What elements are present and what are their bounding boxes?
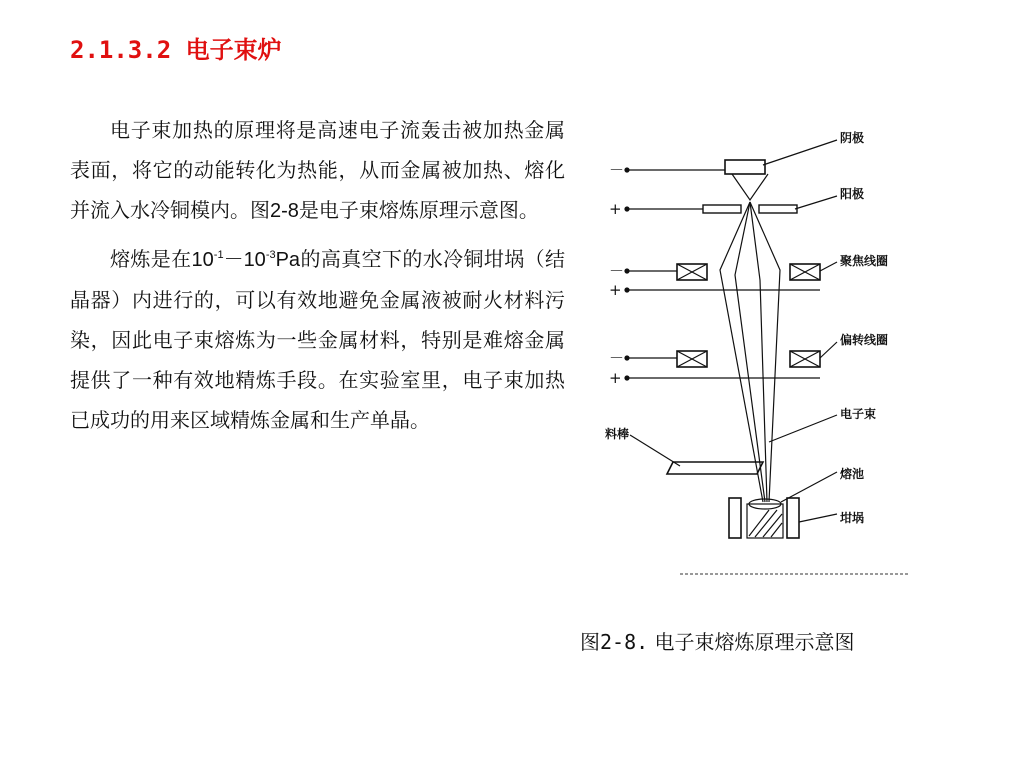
label-anode: 阳极	[840, 187, 865, 201]
pressure-low-base: 10	[191, 249, 214, 271]
label-electron-beam: 电子束	[840, 407, 877, 421]
beam-emission-cone	[732, 174, 768, 200]
anode-plus-sign: +	[609, 200, 622, 218]
label-deflection-coil: 偏转线圈	[840, 333, 889, 347]
anode-plate-right	[759, 205, 797, 213]
terminal-dot	[625, 356, 629, 360]
crucible-wall-right	[787, 498, 799, 538]
pressure-high-base: 10	[243, 249, 266, 271]
anode-plate-left	[703, 205, 741, 213]
deflection-minus-sign: －	[609, 349, 625, 367]
electron-beam-furnace-diagram	[585, 110, 915, 585]
slide-title: 2.1.3.2 电子束炉	[70, 36, 282, 64]
beam-line	[720, 202, 763, 502]
terminal-dot	[625, 207, 629, 211]
figure-reference: 2-8	[270, 200, 299, 222]
terminal-dot	[625, 168, 629, 172]
paragraph-vacuum-text-a: 熔炼是在	[110, 247, 192, 271]
feed-rod-shape	[667, 462, 763, 474]
paragraph-principle	[70, 110, 565, 231]
label-melt-pool: 熔池	[840, 467, 865, 481]
leader-melt-pool	[781, 472, 837, 502]
caption-number: 2-8.	[600, 630, 649, 654]
leader-anode	[795, 196, 837, 209]
figure-caption	[580, 626, 855, 655]
pressure-range-dash: －	[223, 247, 244, 271]
label-feed-rod: 料棒	[605, 427, 630, 441]
caption-text: 电子束熔炼原理示意图	[648, 630, 855, 654]
beam-line	[735, 202, 765, 502]
ingot-hatch	[763, 514, 782, 537]
diagram-svg	[585, 110, 915, 585]
focus-minus-sign: －	[609, 262, 625, 280]
pressure-unit: Pa	[275, 249, 301, 271]
paragraph-principle-text-b: 是电子束熔炼原理示意图。	[298, 198, 539, 222]
paragraph-principle-text-a: 电子束加热的原理将是高速电子流轰击被加热金属表面，将它的动能转化为热能，从而金属被加热、熔化并流入水冷铜模内。图	[70, 118, 565, 222]
pressure-low-exponent: -1	[213, 249, 224, 261]
paragraph-vacuum-text-b: 的高真空下的水冷铜坩埚（结晶器）内进行的，可以有效地避免金属液被耐火材料污染，因此电子束熔炼为一些金属材料，特别是难熔金属提供了一种有效地精炼手段。在实验室里，电子束加热已成功的用来区域精炼金属和生产单晶。	[70, 247, 566, 432]
leader-focus-coil	[820, 262, 837, 271]
label-crucible: 坩埚	[840, 511, 865, 525]
paragraph-vacuum	[70, 239, 565, 440]
leader-crucible	[799, 514, 837, 522]
leader-deflection-coil	[820, 342, 837, 358]
terminal-dot	[625, 269, 629, 273]
caption-prefix: 图	[580, 630, 600, 654]
leader-cathode	[763, 140, 837, 165]
leader-feed-rod	[630, 435, 680, 466]
label-cathode: 阴极	[840, 131, 865, 145]
cathode-shape	[725, 160, 765, 174]
terminal-dot	[625, 288, 629, 292]
label-focus-coil: 聚焦线圈	[840, 254, 889, 268]
pressure-high-exponent: -3	[265, 249, 276, 261]
cathode-minus-sign: －	[609, 161, 625, 179]
body-text	[70, 110, 565, 440]
terminal-dot	[625, 376, 629, 380]
focus-plus-sign: +	[609, 281, 622, 299]
leader-electron-beam	[769, 415, 837, 442]
deflection-plus-sign: +	[609, 369, 622, 387]
crucible-wall-left	[729, 498, 741, 538]
